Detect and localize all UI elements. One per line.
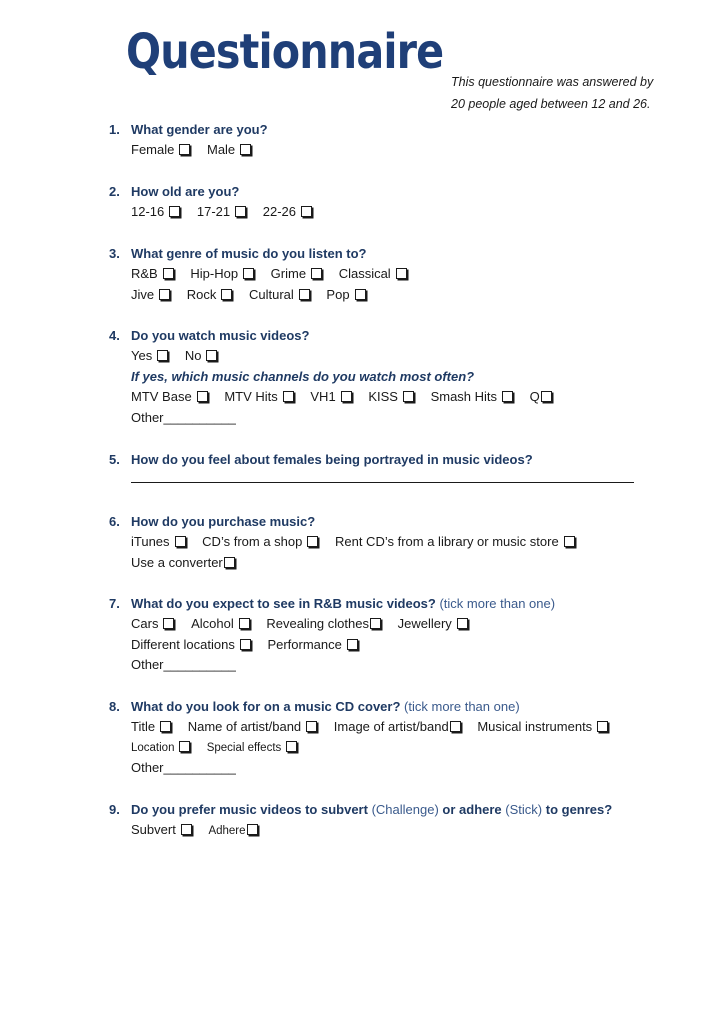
option-no[interactable] (185, 346, 218, 367)
option-location[interactable] (131, 738, 190, 759)
question-number: 7. (109, 596, 120, 611)
option-classical[interactable] (339, 264, 407, 285)
checkbox-icon[interactable] (396, 268, 407, 279)
option-grime[interactable] (271, 264, 322, 285)
option-label: Jive (131, 286, 155, 302)
answer-line[interactable] (131, 470, 634, 483)
checkbox-icon[interactable] (235, 206, 246, 217)
options-row (131, 387, 709, 408)
checkbox-icon[interactable] (341, 391, 352, 402)
option-jewellery[interactable] (398, 614, 468, 635)
option-label: Rock (186, 286, 217, 302)
checkbox-icon[interactable] (159, 289, 170, 300)
checkbox-icon[interactable] (450, 721, 461, 732)
follow-up-question: If yes, which music channels do you watch most often? (131, 368, 475, 384)
question-number: 1. (109, 122, 120, 137)
checkbox-icon[interactable] (311, 268, 322, 279)
checkbox-icon[interactable] (175, 536, 186, 547)
checkbox-icon[interactable] (597, 721, 608, 732)
checkbox-icon[interactable] (163, 618, 174, 629)
option-label: Special effects (206, 741, 282, 754)
option-musical-instruments[interactable] (477, 717, 608, 738)
checkbox-icon[interactable] (239, 618, 250, 629)
options-row (131, 717, 709, 738)
option-label: Subvert (131, 822, 176, 837)
intro-note-line: 20 people aged between 12 and 26. (451, 97, 651, 111)
option-label: iTunes (131, 534, 170, 549)
question-text: How do you feel about females being portrayed in music videos? (131, 452, 533, 467)
question-heading (109, 697, 709, 717)
checkbox-icon[interactable] (502, 391, 513, 402)
checkbox-icon[interactable] (179, 144, 190, 155)
option-rent-cds[interactable] (335, 532, 575, 553)
question-number: 4. (109, 328, 120, 343)
option-age-17-21[interactable] (197, 202, 246, 223)
option-itunes[interactable] (131, 532, 186, 553)
checkbox-icon[interactable] (197, 391, 208, 402)
checkbox-icon[interactable] (181, 824, 192, 835)
option-label: MTV Base (131, 389, 192, 404)
checkbox-icon[interactable] (403, 391, 414, 402)
option-label: 17-21 (196, 204, 231, 219)
question-number: 2. (109, 184, 120, 199)
checkbox-icon[interactable] (347, 639, 358, 650)
option-adhere[interactable] (208, 821, 257, 842)
question-heading (109, 800, 709, 820)
option-label: KISS (368, 389, 398, 404)
checkbox-icon[interactable] (160, 721, 171, 732)
options-row (131, 820, 709, 841)
options-row (131, 140, 709, 161)
checkbox-icon[interactable] (370, 618, 381, 629)
checkbox-icon[interactable] (355, 289, 366, 300)
option-label: 12-16 (131, 204, 165, 219)
option-cds-from-shop[interactable] (202, 532, 318, 553)
question-heading (109, 594, 709, 614)
question-number: 9. (109, 802, 120, 817)
question-text: What gender are you? (131, 122, 268, 137)
option-q[interactable] (530, 387, 552, 408)
checkbox-icon[interactable] (247, 824, 258, 835)
option-jive[interactable] (131, 285, 170, 306)
option-title[interactable] (131, 717, 171, 738)
question-number: 6. (109, 514, 120, 529)
option-label: Rent CD’s from a library or music store (334, 534, 559, 549)
option-label: Cultural (249, 286, 294, 302)
question-heading (109, 244, 709, 264)
option-rnb[interactable] (131, 264, 174, 285)
option-label: Q (529, 389, 540, 404)
question-number: 5. (109, 452, 120, 467)
checkbox-icon[interactable] (541, 391, 552, 402)
checkbox-icon[interactable] (240, 144, 251, 155)
question-heading (109, 512, 709, 532)
option-label: Location (131, 741, 175, 754)
question-hint: (tick more than one) (439, 596, 556, 611)
question-2 (109, 182, 709, 223)
option-label: CD’s from a shop (202, 534, 303, 549)
question-text: How do you purchase music? (131, 514, 316, 529)
option-label: Name of artist/band (187, 719, 302, 734)
question-3 (109, 244, 709, 305)
option-label: Performance (267, 636, 342, 652)
question-text: What do you expect to see in R&B music videos? (131, 596, 436, 611)
options-row (131, 532, 709, 553)
intro-note-line: This questionnaire was answered by (451, 75, 654, 89)
option-label: 22-26 (262, 204, 296, 219)
question-text: How old are you? (131, 184, 240, 199)
checkbox-icon[interactable] (306, 721, 317, 732)
option-performance[interactable] (267, 635, 357, 656)
options-row (131, 264, 709, 285)
option-label: Classical (338, 266, 391, 281)
option-rock[interactable] (187, 285, 233, 306)
option-smash-hits[interactable] (431, 387, 513, 408)
option-age-12-16[interactable] (131, 202, 180, 223)
question-5 (109, 450, 709, 483)
checkbox-icon[interactable] (283, 391, 294, 402)
checkbox-icon[interactable] (299, 289, 310, 300)
question-heading (109, 120, 709, 140)
option-label: Yes (131, 348, 153, 363)
option-alcohol[interactable] (191, 614, 250, 635)
option-label: Adhere (208, 825, 246, 837)
option-label: R&B (131, 266, 158, 281)
option-revealing-clothes[interactable] (266, 614, 381, 635)
option-label: Female (131, 142, 175, 157)
option-label: Hip-Hop (190, 266, 239, 281)
question-hint: (Challenge) (371, 802, 439, 817)
question-heading (109, 450, 709, 470)
option-cars[interactable] (131, 614, 174, 635)
checkbox-icon[interactable] (163, 268, 174, 279)
question-text: Do you prefer music videos to subvert (131, 802, 368, 817)
option-vh1[interactable] (310, 387, 351, 408)
option-label: Different locations (131, 636, 235, 652)
option-hip-hop[interactable] (190, 264, 254, 285)
checkbox-icon[interactable] (457, 618, 468, 629)
checkbox-icon[interactable] (307, 536, 318, 547)
option-label: Title (131, 719, 156, 734)
option-label: Revealing clothes (266, 616, 369, 631)
option-name-of-artist[interactable] (188, 717, 317, 738)
question-8 (109, 697, 709, 779)
question-4 (109, 326, 709, 428)
question-1 (109, 120, 709, 161)
options-row (131, 553, 709, 574)
options-row (131, 738, 709, 759)
option-label: Pop (326, 286, 350, 302)
checkbox-icon[interactable] (169, 206, 180, 217)
option-mtv-base[interactable] (131, 387, 208, 408)
question-number: 3. (109, 246, 120, 261)
option-label: Image of artist/band (333, 719, 449, 734)
option-label: Jewellery (397, 616, 452, 631)
checkbox-icon[interactable] (224, 557, 235, 568)
checkbox-icon[interactable] (243, 268, 254, 279)
option-use-converter[interactable] (131, 553, 235, 574)
option-pop[interactable] (326, 285, 365, 306)
options-row (131, 346, 709, 367)
option-female[interactable] (131, 140, 190, 161)
question-heading (109, 326, 709, 346)
option-label: Use a converter (131, 554, 223, 570)
checkbox-icon[interactable] (157, 350, 168, 361)
question-text: What do you look for on a music CD cover? (131, 699, 401, 714)
question-text: Do you watch music videos? (131, 328, 310, 343)
option-label: MTV Hits (224, 389, 278, 404)
other-field[interactable]: Other__________ (131, 760, 236, 775)
checkbox-icon[interactable] (240, 639, 251, 650)
question-7 (109, 594, 709, 676)
option-male[interactable] (207, 140, 251, 161)
option-label: Grime (270, 266, 307, 281)
checkbox-icon[interactable] (221, 289, 232, 300)
option-label: Alcohol (191, 616, 234, 631)
options-row (131, 614, 709, 635)
question-text: or adhere (442, 802, 502, 817)
checkbox-icon[interactable] (286, 741, 297, 752)
checkbox-icon[interactable] (206, 350, 217, 361)
other-field[interactable]: Other__________ (131, 409, 236, 425)
question-heading (109, 182, 709, 202)
option-kiss[interactable] (368, 387, 414, 408)
option-subvert[interactable] (131, 820, 192, 841)
intro-note (451, 71, 661, 115)
option-different-locations[interactable] (131, 635, 251, 656)
option-image-of-artist[interactable] (334, 717, 461, 738)
option-special-effects[interactable] (207, 738, 298, 759)
checkbox-icon[interactable] (179, 741, 190, 752)
question-9 (109, 800, 709, 841)
option-label: Smash Hits (430, 389, 498, 404)
option-label: Male (206, 142, 236, 157)
question-text: to genres? (545, 802, 613, 817)
option-age-22-26[interactable] (263, 202, 312, 223)
options-row (131, 635, 709, 656)
option-mtv-hits[interactable] (224, 387, 293, 408)
checkbox-icon[interactable] (564, 536, 575, 547)
question-hint: (Stick) (505, 802, 543, 817)
options-row (131, 202, 709, 223)
option-label: Musical instruments (477, 719, 593, 734)
option-label: Cars (131, 616, 159, 631)
option-cultural[interactable] (249, 285, 310, 306)
option-label: VH1 (310, 389, 336, 404)
question-text: What genre of music do you listen to? (131, 246, 367, 261)
question-number: 8. (109, 699, 120, 714)
question-hint: (tick more than one) (404, 699, 520, 714)
checkbox-icon[interactable] (301, 206, 312, 217)
other-field[interactable]: Other__________ (131, 657, 236, 672)
option-yes[interactable] (131, 346, 168, 367)
options-row (131, 285, 709, 306)
page-title: Questionnaire (126, 24, 444, 80)
option-label: No (184, 348, 202, 363)
question-6 (109, 512, 709, 573)
